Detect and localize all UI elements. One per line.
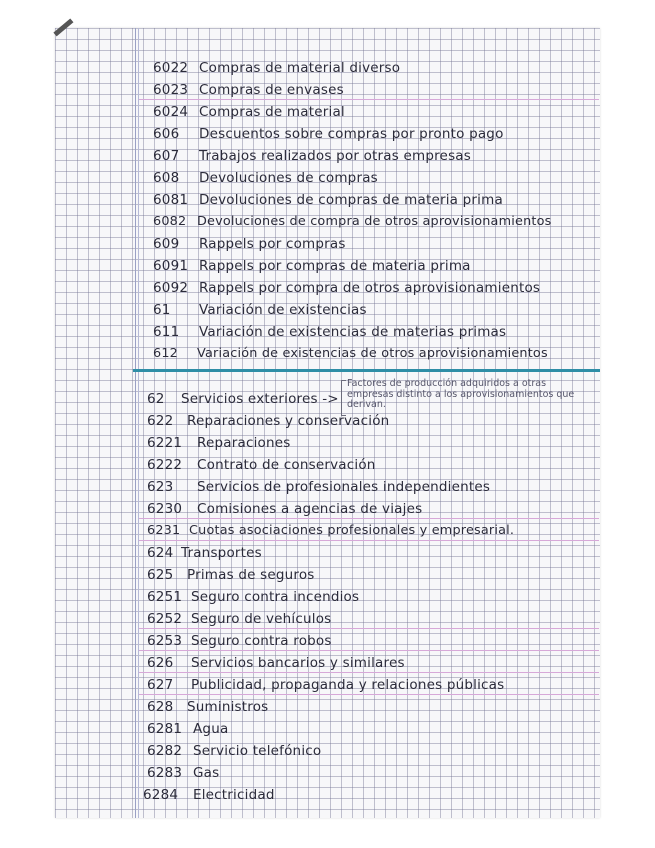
account-label: Seguro de vehículos [191,611,332,627]
account-code: 6081 [153,192,189,208]
account-label: Devoluciones de compras de materia prima [199,192,503,208]
account-entry [153,148,471,164]
margin-line [135,28,136,818]
ruled-line [139,99,599,100]
account-code: 6024 [153,104,189,120]
account-code: 626 [147,655,174,671]
account-label: Seguro contra robos [191,633,332,649]
account-label: Compras de envases [199,82,344,98]
account-entry [153,346,548,361]
account-label: Transportes [181,545,262,561]
account-entry [153,324,506,340]
account-code: 6092 [153,280,189,296]
account-code: 622 [147,413,174,429]
account-entry [147,721,228,737]
account-entry [153,82,344,98]
account-label: Agua [193,721,229,737]
account-label: Descuentos sobre compras por pronto pago [199,126,504,142]
ruled-line [139,518,599,519]
account-code: 623 [147,479,174,495]
account-entry [147,743,321,759]
account-label: Variación de existencias de materias primas [199,324,507,340]
account-code: 6230 [147,501,183,517]
account-entry [153,60,400,76]
account-code: 627 [147,677,174,693]
account-code: 625 [147,567,174,583]
account-label: Devoluciones de compras [199,170,378,186]
account-label: Variación de existencias [199,302,367,318]
account-code: 6082 [153,214,187,229]
account-label: Compras de material diverso [199,60,401,76]
account-code: 606 [153,126,180,142]
account-code: 6284 [143,787,179,803]
account-entry [147,501,422,517]
account-label: Gas [193,765,220,781]
account-label: Compras de material [199,104,345,120]
account-code: 6222 [147,457,183,473]
margin-line-inner [138,28,139,818]
account-code: 608 [153,170,180,186]
account-label: Seguro contra incendios [191,589,360,605]
account-label: Servicios bancarios y similares [191,655,405,671]
account-code: 62 [147,391,165,407]
account-entry [147,655,405,671]
account-label: Rappels por compras [199,236,346,252]
account-label: Suministros [187,699,269,715]
account-code: 624 [147,545,174,561]
account-code: 6022 [153,60,189,76]
account-entry [147,699,268,715]
ruled-line [139,628,599,629]
ruled-line [139,672,599,673]
account-code: 6091 [153,258,189,274]
notebook-page [55,28,600,818]
account-entry [147,567,315,583]
ruled-line [139,540,599,541]
account-entry [147,611,331,627]
account-label: Devoluciones de compra de otros aprovisionamientos [197,214,552,229]
account-entry [147,765,219,781]
account-entry [147,435,290,451]
account-code: 61 [153,302,171,318]
account-entry [147,545,262,561]
account-entry [147,457,376,473]
account-entry [147,677,504,693]
account-entry [153,192,503,208]
account-code: 607 [153,148,180,164]
account-label: Variación de existencias de otros aprovisionamientos [197,346,548,361]
account-code: 6252 [147,611,183,627]
account-label: Contrato de conservación [197,457,376,473]
account-entry [153,302,367,318]
account-label: Servicios de profesionales independientes [197,479,491,495]
section-divider [133,369,600,372]
account-entry [147,479,490,495]
account-code: 6282 [147,743,183,759]
account-code: 6221 [147,435,183,451]
account-label: Reparaciones [197,435,291,451]
account-code: 6283 [147,765,183,781]
account-code: 612 [153,346,179,361]
account-label: Electricidad [193,787,275,803]
account-label: Publicidad, propaganda y relaciones públicas [191,677,505,693]
account-entry [153,214,552,229]
account-label: Reparaciones y conservación [187,413,390,429]
ruled-line [139,650,599,651]
account-entry [147,633,332,649]
account-entry [147,589,359,605]
account-label: Trabajos realizados por otras empresas [199,148,472,164]
account-label: Primas de seguros [187,567,315,583]
account-entry [153,104,345,120]
account-code: 611 [153,324,180,340]
account-entry [153,126,504,142]
account-label: Rappels por compras de materia prima [199,258,471,274]
account-code: 6231 [147,523,181,538]
account-entry [153,280,540,296]
account-label: Comisiones a agencias de viajes [197,501,423,517]
account-entry [153,236,346,252]
note-bracket [341,380,346,416]
account-code: 609 [153,236,180,252]
corner-pen-mark [53,18,73,36]
account-entry [153,170,378,186]
account-entry [153,258,471,274]
account-label: Servicios exteriores -> [181,391,339,407]
account-code: 6251 [147,589,183,605]
account-entry [147,413,389,429]
account-label: Cuotas asociaciones profesionales y empresarial. [189,523,515,538]
account-label: Servicio telefónico [193,743,322,759]
account-code: 6023 [153,82,189,98]
account-entry [147,523,514,538]
ruled-line [139,694,599,695]
account-code: 6253 [147,633,183,649]
account-entry [147,391,339,407]
account-label: Rappels por compra de otros aprovisionamientos [199,280,541,296]
account-code: 628 [147,699,174,715]
margin-note: Factores de producción adquiridos a otras empresas distinto a los aprovisionamientos que derivan. [347,378,575,410]
account-entry [143,787,275,803]
account-code: 6281 [147,721,183,737]
